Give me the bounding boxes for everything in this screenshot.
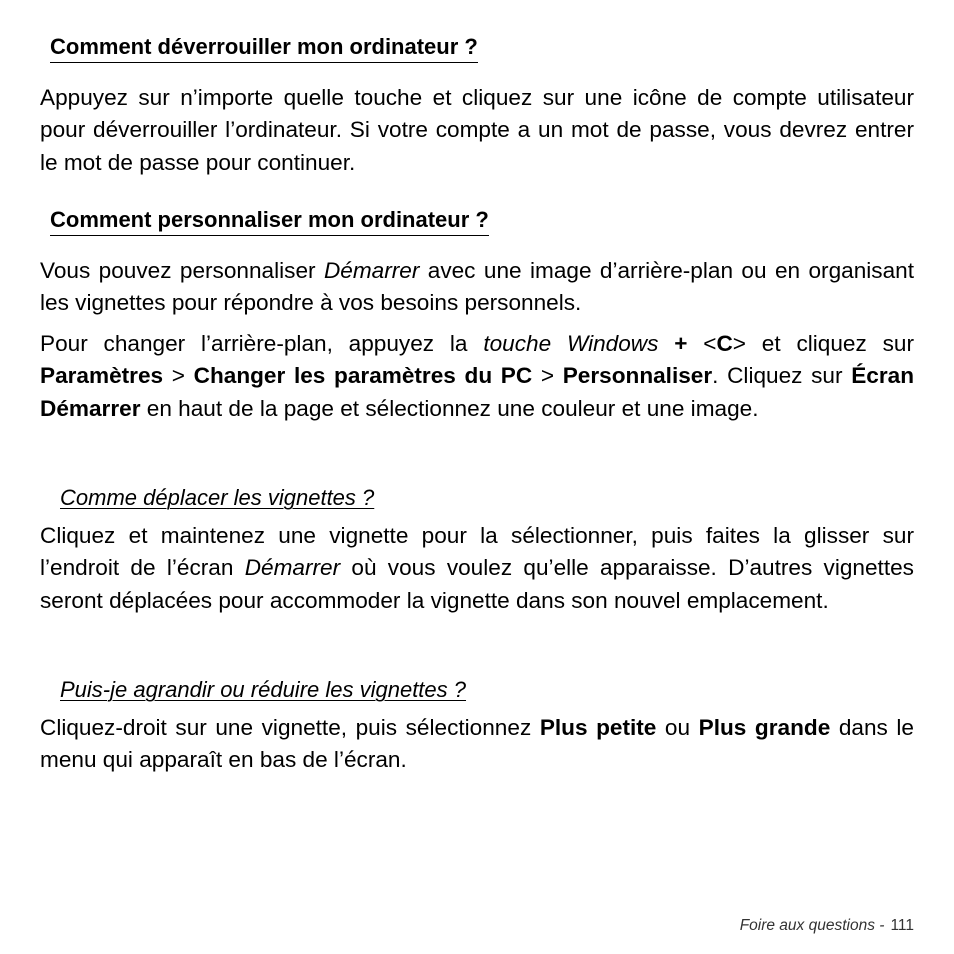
paragraph-unlock-instructions: Appuyez sur n’importe quelle touche et cliquez sur une icône de compte utilisateur pour déverrouiller l’ordinateur. Si votre compte a un mot de passe, vous devrez entrer le mot de passe pour continuer. — [40, 85, 914, 175]
footer-section-label: Foire aux questions - — [739, 917, 885, 934]
menu-path-changer-parametres: Changer les paramètres du PC — [193, 363, 533, 389]
subheading-resize-tiles: Puis-je agrandir ou réduire les vignettes ? — [60, 677, 467, 702]
page-footer — [740, 917, 914, 935]
paragraph-personalize-start: Vous pouvez personnaliser Démarrer avec une image d’arrière-plan ou en organisant les vignettes pour répondre à vos besoins personnels. — [40, 258, 914, 316]
menu-path-personnaliser: Personnaliser — [562, 363, 713, 389]
menu-path-parametres: Paramètres — [40, 363, 164, 389]
heading-unlock-computer: Comment déverrouiller mon ordinateur ? — [50, 34, 478, 63]
paragraph-resize-tiles: Cliquez-droit sur une vignette, puis sélectionnez Plus petite ou Plus grande dans le menu qui apparaît en bas de l’écran. — [40, 715, 914, 773]
subheading-move-tiles: Comme déplacer les vignettes ? — [60, 485, 375, 510]
page-number: 111 — [890, 917, 914, 934]
paragraph-change-background: Pour changer l’arrière-plan, appuyez la touche Windows + <C> et cliquez sur Paramètres > Changer les paramètres du PC > Personnaliser. Cliquez sur Écran Démarrer en haut de la page et sélectionnez une couleur et une image. — [40, 331, 914, 421]
heading-personalize-computer: Comment personnaliser mon ordinateur ? — [50, 207, 489, 236]
menu-path-ecran-demarrer: Écran Démarrer — [40, 363, 914, 421]
paragraph-move-tiles: Cliquez et maintenez une vignette pour la sélectionner, puis faites la glisser sur l’endroit de l’écran Démarrer où vous voulez qu’elle apparaisse. D’autres vignettes seront déplacées pour accommoder la vignette dans son nouvel emplacement. — [40, 523, 914, 613]
